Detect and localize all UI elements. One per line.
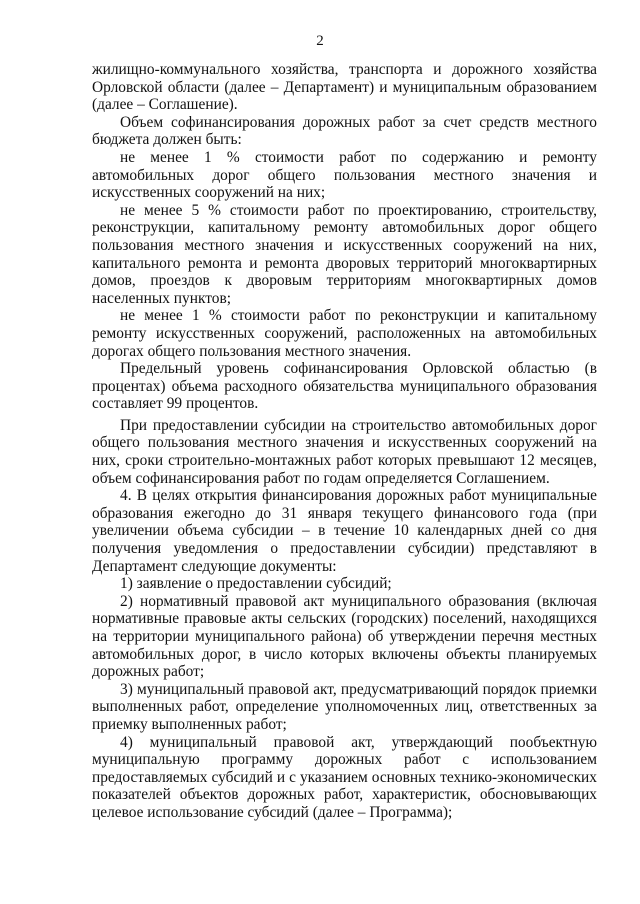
list-item-2: 2) нормативный правовой акт муниципального образования (включая нормативные правовые акты сельских (городских) поселений, находящихся на территории муниципального района) об утверждении перечня местных автомобильных дорог, в число которых включены объекты планируемых дорожных работ;	[92, 592, 597, 681]
paragraph-item-4: 4. В целях открытия финансирования дорожных работ муниципальные образования ежегодно до 31 января текущего финансового года (при увеличении объема субсидии – в течение 10 календарных дней со дня получения уведомления о предоставлении субсидии) представляют в Департамент следующие документы:	[92, 487, 597, 575]
list-item-4: 4) муниципальный правовой акт, утверждающий пообъектную муниципальную программу дорожных работ с использованием предоставляемых субсидий и с указанием основных технико-экономических показателей объектов дорожных работ, характеристик, обосновывающих целевое использование субсидий (далее – Программа);	[92, 733, 597, 821]
list-item-3: 3) муниципальный правовой акт, предусматривающий порядок приемки выполненных работ, определение уполномоченных лиц, ответственных за приемку выполненных работ;	[92, 680, 597, 733]
list-item-1: 1) заявление о предоставлении субсидий;	[120, 575, 392, 593]
paragraph-cofinancing-intro: Объем софинансирования дорожных работ за счет средств местного бюджета должен быть:	[92, 113, 597, 149]
paragraph-min-1-percent-maintenance: не менее 1 % стоимости работ по содержанию и ремонту автомобильных дорог общего пользования местного значения и искусственных сооружений на них;	[92, 148, 597, 202]
document-body	[92, 61, 597, 822]
paragraph-min-1-percent-structures: не менее 1 % стоимости работ по реконструкции и капитальному ремонту искусственных сооружений, расположенных на автомобильных дорогах общего пользования местного значения.	[92, 307, 597, 360]
paragraph-max-level: Предельный уровень софинансирования Орловской областью (в процентах) объема расходного обязательства муниципального образования составляет 99 процентов.	[92, 360, 597, 413]
page-number: 2	[316, 33, 324, 49]
paragraph-continuation: жилищно-коммунального хозяйства, транспорта и дорожного хозяйства Орловской области (далее – Департамент) и муниципальным образованием (далее – Соглашение).	[92, 61, 597, 114]
paragraph-min-5-percent-construction: не менее 5 % стоимости работ по проектированию, строительству, реконструкции, капитальному ремонту автомобильных дорог общего пользования местного значения и искусственных сооружений на них, капитального ремонта и ремонта дворовых территорий многоквартирных домов, проездов к дворовым территориям многоквартирных домов населенных пунктов;	[92, 201, 597, 307]
paragraph-construction-terms: При предоставлении субсидии на строительство автомобильных дорог общего пользования местного значения и искусственных сооружений на них, сроки строительно-монтажных работ которых превышают 12 месяцев, объем софинансирования работ по годам определяется Соглашением.	[92, 416, 597, 487]
